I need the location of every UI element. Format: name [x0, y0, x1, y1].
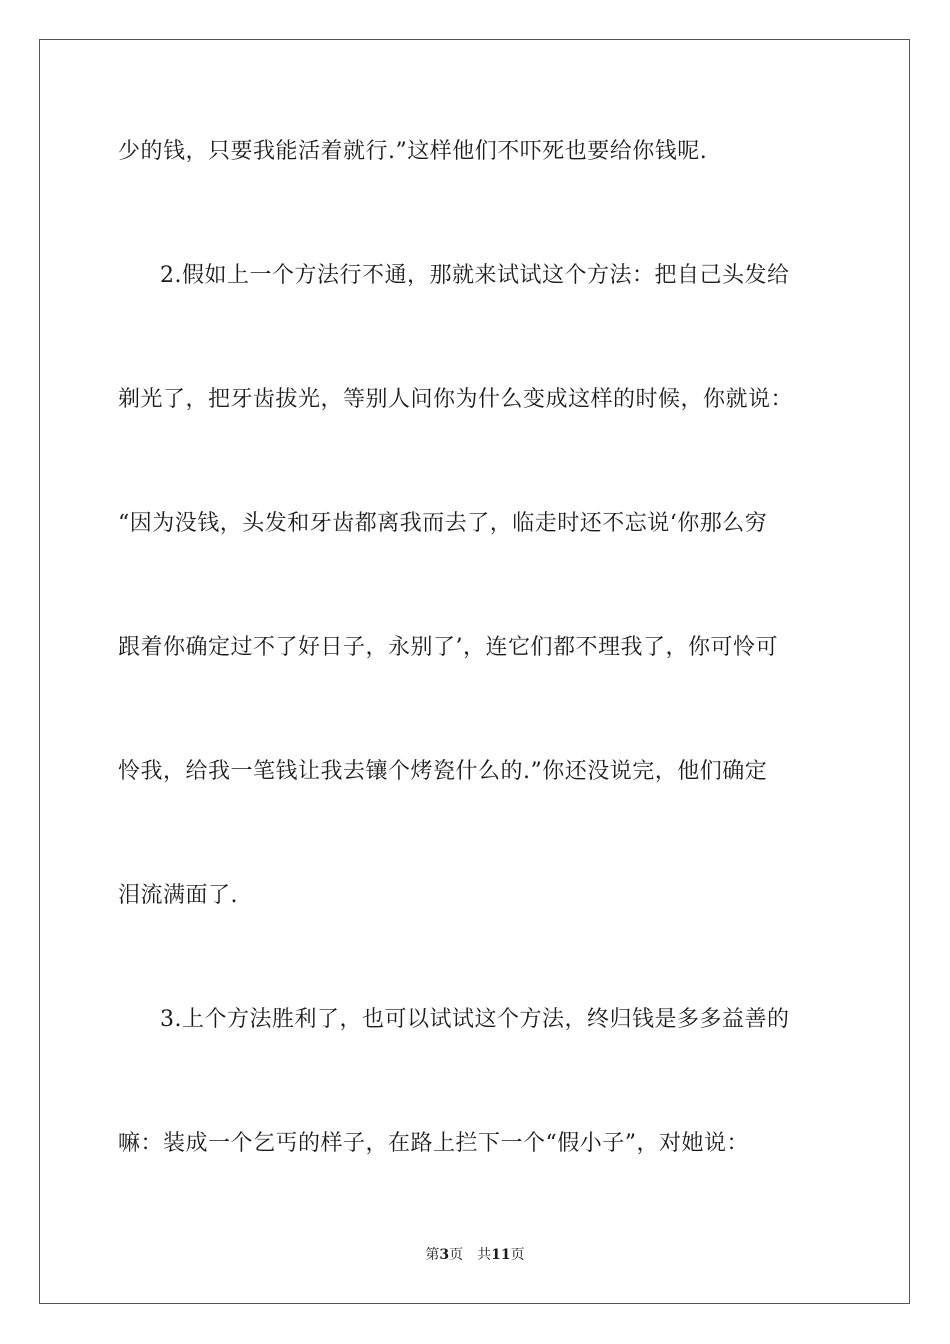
text-line-4: “因为没钱，头发和牙齿都离我而去了，临走时还不忘说‘你那么穷 — [118, 511, 768, 536]
page-suffix: 页 — [449, 1247, 464, 1263]
text-line-8: 3.上个方法胜利了，也可以试试这个方法，终归钱是多多益善的 — [160, 1007, 790, 1032]
page-prefix: 第 — [425, 1247, 440, 1263]
total-suffix: 页 — [510, 1247, 525, 1263]
text-line-1: 少的钱，只要我能活着就行.”这样他们不吓死也要给你钱呢. — [118, 139, 708, 164]
text-line-6: 怜我，给我一笔钱让我去镶个烤瓷什么的.”你还没说完，他们确定 — [118, 759, 768, 784]
page-number: 3 — [439, 1247, 450, 1263]
text-line-9: 嘛：装成一个乞丐的样子，在路上拦下一个“假小子”，对她说： — [118, 1131, 749, 1156]
text-line-2: 2.假如上一个方法行不通，那就来试试这个方法：把自己头发给 — [160, 263, 790, 288]
page-footer — [0, 1246, 950, 1264]
total-prefix: 共 — [477, 1247, 492, 1263]
text-line-5: 跟着你确定过不了好日子，永别了’，连它们都不理我了，你可怜可 — [118, 635, 778, 660]
page-frame — [39, 39, 910, 1304]
text-line-7: 泪流满面了. — [118, 883, 238, 908]
text-line-3: 剃光了，把牙齿拔光，等别人问你为什么变成这样的时候，你就说： — [118, 387, 794, 412]
total-pages: 11 — [491, 1247, 511, 1263]
